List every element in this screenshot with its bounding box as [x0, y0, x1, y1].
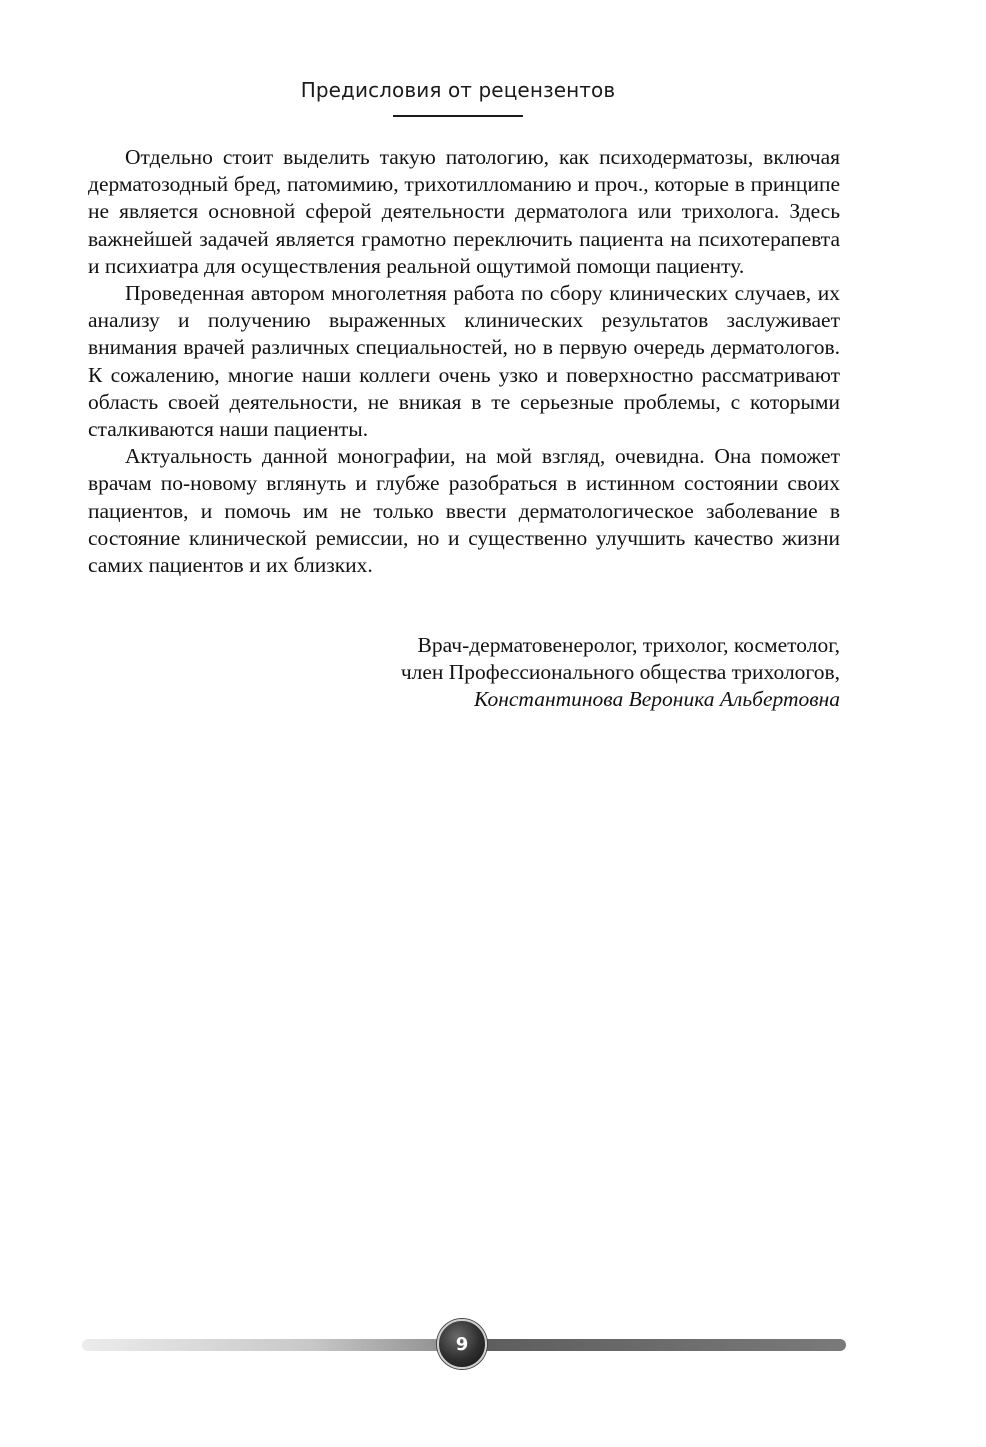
signature-name: Константинова Вероника Альбертовна — [473, 687, 840, 712]
signature-block — [300, 632, 840, 714]
signature-position: Врач-дерматовенеролог, трихолог, косметолог, — [417, 633, 840, 657]
footer-bar-right — [462, 1339, 846, 1351]
signature-membership: член Профессионального общества трихологов, — [400, 660, 840, 685]
paragraph-1: Отдельно стоит выделить такую патологию, как психодерматозы, включая дерматозодный бред, патомимию, трихотилломанию и проч., которые в принципе не является основной сферой деятельности дерматолога или трихолога. Здесь важнейшей задачей является грамотно переключить пациента на психотерапевта и психиатра для осуществления реальной ощутимой помощи пациенту. — [88, 145, 840, 278]
running-header: Предисловия от рецензентов — [300, 78, 616, 102]
main-text — [88, 144, 840, 579]
page-number: 9 — [455, 1333, 469, 1355]
paragraph-3: Актуальность данной монографии, на мой взгляд, очевидна. Она поможет врачам по-новому вглянуть и глубже разобраться в истинном состоянии своих пациентов, и помочь им не только ввести дерматологическое заболевание в состояние клинической ремиссии, но и существенно улучшить качество жизни самих пациентов и их близких. — [88, 444, 840, 578]
page-number-badge — [437, 1319, 487, 1369]
paragraph-2: Проведенная автором многолетняя работа по сбору клинических случаев, их анализу и получению выраженных клинических результатов заслуживает внимания врачей различных специальностей, но в первую очередь дерматологов. К сожалению, многие наши коллеги очень узко и поверхностно рассматривают область своей деятельности, не вникая в те серьезные проблемы, с которыми сталкиваются наши пациенты. — [88, 281, 840, 442]
footer-bar-left — [82, 1339, 462, 1351]
header-divider — [393, 115, 523, 117]
